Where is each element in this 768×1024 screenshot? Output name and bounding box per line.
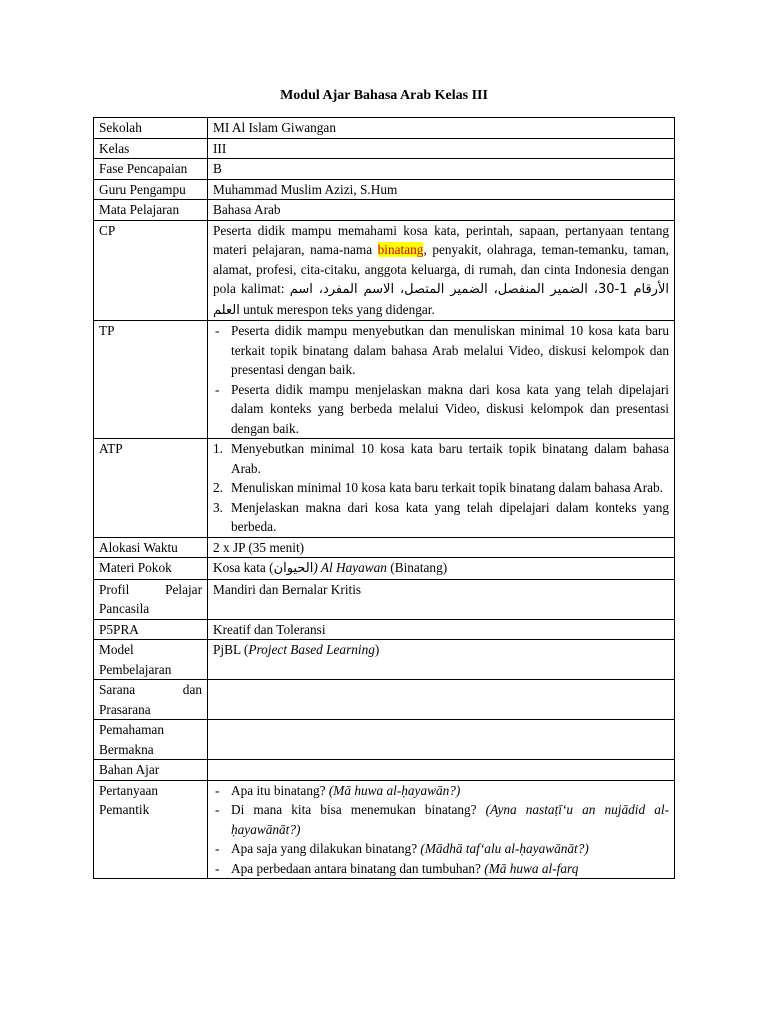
list-item [213, 498, 669, 537]
cp-text-a: Peserta didik mampu memahami kosa kata, perintah, sapaan, pertanyaan tentang materi pelajaran, nama-nama [213, 222, 669, 257]
row-label: ATP [94, 439, 208, 538]
list-item [213, 859, 669, 879]
row-label: Alokasi Waktu [94, 537, 208, 558]
table-row [94, 680, 675, 720]
row-label: Sekolah [94, 118, 208, 139]
list-text: Menjelaskan makna dari kosa kata yang telah dipelajari dalam konteks yang berbeda. [231, 499, 669, 534]
row-value: III [208, 138, 675, 159]
row-value [208, 640, 675, 680]
row-label: Pertanyaan Pemantik [94, 780, 208, 879]
row-value: Mandiri dan Bernalar Kritis [208, 579, 675, 619]
table-row [94, 159, 675, 180]
label-line: Prasarana [99, 701, 151, 717]
list-item: - Peserta didik mampu menyebutkan dan menuliskan minimal 10 kosa kata baru terkait topik binatang dalam bahasa Arab melalui Video, diskusi kelompok dan presentasi dengan baik. [213, 321, 669, 380]
table-row [94, 439, 675, 538]
pertanyaan-list [213, 781, 669, 879]
row-value: B [208, 159, 675, 180]
table-row [94, 537, 675, 558]
table-row [94, 720, 675, 760]
table-row [94, 138, 675, 159]
list-item [213, 839, 669, 859]
question-transliteration: (Mā huwa al-ḥayawān?) [328, 782, 461, 798]
cp-paragraph [208, 220, 675, 321]
row-label: Fase Pencapaian [94, 159, 208, 180]
cp-highlight: binatang [377, 242, 424, 257]
table-row [94, 179, 675, 200]
list-number: 3. [213, 499, 223, 515]
label-word: dan [182, 682, 202, 697]
label-word: Sarana [99, 682, 136, 697]
list-number: 2. [213, 480, 223, 495]
question-text: Di mana kita bisa menemukan binatang? [231, 802, 486, 817]
row-label: Pemahaman Bermakna [94, 720, 208, 760]
question-text: Apa saja yang dilakukan binatang? [231, 841, 421, 856]
row-value [208, 439, 675, 538]
row-label: Model Pembelajaran [94, 640, 208, 680]
row-label: TP [94, 321, 208, 439]
row-label: CP [94, 220, 208, 321]
row-value: Bahasa Arab [208, 200, 675, 221]
model-italic: Project Based Learning [248, 642, 375, 657]
list-item: - Peserta didik mampu menjelaskan makna dari kosa kata yang telah dipelajari dalam konteks yang berbeda melalui Video, diskusi kelompok dan presentasi dengan baik. [213, 380, 669, 439]
row-value [208, 720, 675, 760]
table-row [94, 558, 675, 580]
question-transliteration: (Ayna nastaṭī‘u an nujādid al-ḥayawānāt?) [231, 802, 669, 837]
row-value: Kreatif dan Toleransi [208, 619, 675, 640]
question-transliteration: (Mā huwa al-farq [484, 860, 579, 876]
row-value [208, 780, 675, 879]
row-value [208, 321, 675, 439]
table-row [94, 321, 675, 439]
row-label: P5PRA [94, 619, 208, 640]
row-value: MI Al Islam Giwangan [208, 118, 675, 139]
materi-italic: ) Al Hayawan [313, 560, 387, 575]
question-text: Apa itu binatang? [231, 782, 329, 798]
row-label: Kelas [94, 138, 208, 159]
table-row [94, 640, 675, 680]
materi-prefix: Kosa kata ( [213, 560, 274, 575]
row-label [94, 680, 208, 720]
materi-arabic: الحيوان [273, 561, 314, 576]
model-suffix: ) [374, 642, 380, 657]
cp-text-b: , penyakit, olahraga, teman-temanku, taman, alamat, profesi, cita-citaku, anggota keluarga, di rumah, dan cinta Indonesia dengan pola kalimat: [213, 242, 669, 296]
atp-list [213, 439, 669, 537]
table-row [94, 760, 675, 781]
row-value [208, 680, 675, 720]
model-prefix: PjBL ( [213, 642, 249, 657]
label-line [99, 680, 202, 700]
question-transliteration: (Mādhā taf‘alu al-ḥayawānāt?) [420, 841, 589, 856]
table-row [94, 780, 675, 879]
module-info-table [93, 117, 675, 879]
tp-list [213, 321, 669, 438]
document-title: Modul Ajar Bahasa Arab Kelas III [280, 88, 488, 103]
table-row [94, 220, 675, 321]
list-text: Menuliskan minimal 10 kosa kata baru terkait topik binatang dalam bahasa Arab. [231, 480, 664, 495]
table-row [94, 579, 675, 619]
list-item [213, 478, 669, 498]
cp-text-c: untuk merespon teks yang didengar. [239, 301, 435, 317]
row-value [208, 558, 675, 580]
row-label: Bahan Ajar [94, 760, 208, 781]
label-line: Pancasila [99, 601, 150, 616]
row-label [94, 579, 208, 619]
list-item [213, 439, 669, 478]
table-row [94, 200, 675, 221]
row-label: Mata Pelajaran [94, 200, 208, 221]
label-word: Pelajar [165, 581, 202, 597]
row-value: Muhammad Muslim Azizi, S.Hum [208, 179, 675, 200]
list-text: Menyebutkan minimal 10 kosa kata baru tertaik topik binatang dalam bahasa Arab. [231, 441, 669, 476]
cp-arabic-patterns: الأرقام 1-30، الضمير المنفصل، الضمير المتصل، الاسم المفرد، اسم العلم [213, 282, 669, 318]
question-text: Apa perbedaan antara binatang dan tumbuhan? [231, 860, 485, 876]
list-item [213, 800, 669, 839]
table-row [94, 619, 675, 640]
table-row [94, 118, 675, 139]
row-label: Materi Pokok [94, 558, 208, 580]
materi-suffix: (Binatang) [386, 560, 448, 575]
list-number: 1. [213, 441, 223, 456]
label-line [99, 580, 202, 600]
row-value: 2 x JP (35 menit) [208, 537, 675, 558]
row-label: Guru Pengampu [94, 179, 208, 200]
row-value [208, 760, 675, 781]
label-word: Profil [99, 581, 130, 597]
list-item [213, 781, 669, 801]
